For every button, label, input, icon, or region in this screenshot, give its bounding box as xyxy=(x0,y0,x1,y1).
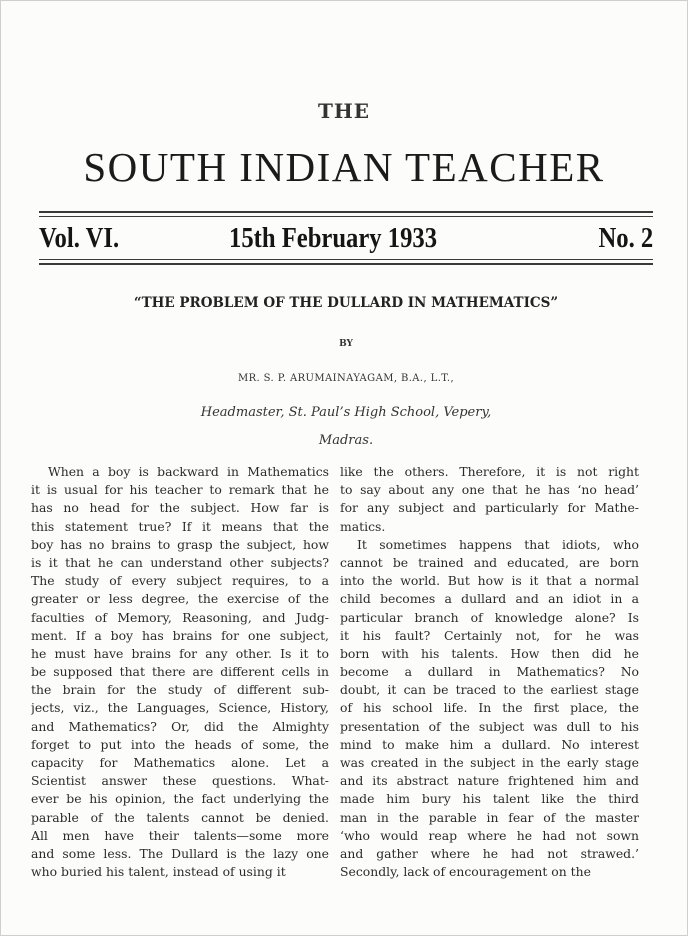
text-line: it is usual for his teacher to remark that he xyxy=(31,482,329,498)
text-line: doubt, it can be traced to the earliest stage xyxy=(340,682,639,698)
text-line: and its abstract nature frightened him and xyxy=(340,773,639,789)
text-line: It sometimes happens that idiots, who xyxy=(357,536,639,552)
text-line: child becomes a dullard and an idiot in a xyxy=(340,591,639,607)
issue-line xyxy=(39,221,653,257)
text-line: presentation of the subject was dull to his xyxy=(340,718,639,734)
article-title: “THE PROBLEM OF THE DULLARD IN MATHEMATICS” xyxy=(133,295,559,311)
text-line: was created in the subject in the early stage xyxy=(340,755,639,770)
text-line: to say about any one that he has ‘no head’ xyxy=(340,482,639,498)
text-line: and gather where he had not strawed.’ xyxy=(340,845,639,861)
masthead-title: SOUTH INDIAN TEACHER xyxy=(83,144,605,190)
top-rule-thick xyxy=(39,211,653,213)
masthead-the: THE xyxy=(317,99,371,123)
text-line: The study of every subject requires, to a xyxy=(31,573,329,589)
top-rule-thin xyxy=(39,216,653,217)
byline-by: BY xyxy=(339,339,353,349)
text-line: and some less. The Dullard is the lazy one xyxy=(31,845,329,861)
text-line: like the others. Therefore, it is not right xyxy=(340,464,639,479)
text-line: man in the parable in fear of the master xyxy=(340,809,639,825)
text-line: the brain for the study of different sub- xyxy=(31,682,329,698)
issue-date: 15th February 1933 xyxy=(229,223,438,254)
body-column-right xyxy=(340,463,639,881)
text-line: cannot be trained and educated, are born xyxy=(340,554,639,570)
text-line: greater or less degree, the exercise of the xyxy=(31,591,329,607)
body-column-left xyxy=(31,463,329,881)
text-line: All men have their talents—some more xyxy=(31,827,329,843)
bottom-rule-thin xyxy=(39,259,653,260)
text-line: become a dullard in Mathematics? No xyxy=(340,664,639,680)
author-city: Madras. xyxy=(318,433,374,448)
text-line: ‘who would reap where he had not sown xyxy=(340,827,639,843)
text-line: and Mathematics? Or, did the Almighty xyxy=(31,718,329,734)
text-line: has no head for the subject. How far is xyxy=(31,500,329,516)
text-line: this statement true? If it means that the xyxy=(31,518,329,534)
author-affiliation: Headmaster, St. Paul’s High School, Vepery, xyxy=(200,405,492,420)
text-line: ment. If a boy has brains for one subject, xyxy=(31,627,329,643)
text-line: boy has no brains to grasp the subject, how xyxy=(31,536,329,552)
text-line: born with his talents. How then did he xyxy=(340,645,639,661)
bottom-rule-thick xyxy=(39,263,653,265)
text-line: faculties of Memory, Reasoning, and Judg- xyxy=(31,609,329,625)
text-line: parable of the talents cannot be denied. xyxy=(31,809,329,825)
issue-number: No. 2 xyxy=(598,223,653,254)
text-line: made him bury his talent like the third xyxy=(340,791,639,807)
text-line: it his fault? Certainly not, for he was xyxy=(340,627,639,643)
text-line: for any subject and particularly for Mathe- xyxy=(340,500,639,516)
text-line: capacity for Mathematics alone. Let a xyxy=(31,755,329,770)
text-line: forget to put into the heads of some, the xyxy=(31,736,329,752)
text-line: of his school life. In the first place, the xyxy=(340,700,639,716)
text-line: who buried his talent, instead of using it xyxy=(31,864,286,880)
text-line: mind to make him a dullard. No interest xyxy=(340,736,639,752)
text-line: Secondly, lack of encouragement on the xyxy=(340,864,591,880)
text-line: be supposed that there are different cells in xyxy=(31,664,329,680)
text-line: jects, viz., the Languages, Science, History, xyxy=(31,700,329,716)
text-line: When a boy is backward in Mathematics xyxy=(48,464,329,479)
text-line: he must have brains for any other. Is it to xyxy=(31,645,329,661)
author-name: MR. S. P. ARUMAINAYAGAM, B.A., L.T., xyxy=(237,373,455,384)
text-line: into the world. But how is it that a normal xyxy=(340,573,639,589)
volume-label: Vol. VI. xyxy=(39,223,120,254)
text-line: is it that he can understand other subjects? xyxy=(31,554,329,570)
text-line: ever be his opinion, the fact underlying the xyxy=(31,791,329,807)
text-line: Scientist answer these questions. What- xyxy=(31,773,329,789)
text-line: particular branch of knowledge alone? Is xyxy=(340,609,639,625)
text-line: matics. xyxy=(340,518,386,534)
